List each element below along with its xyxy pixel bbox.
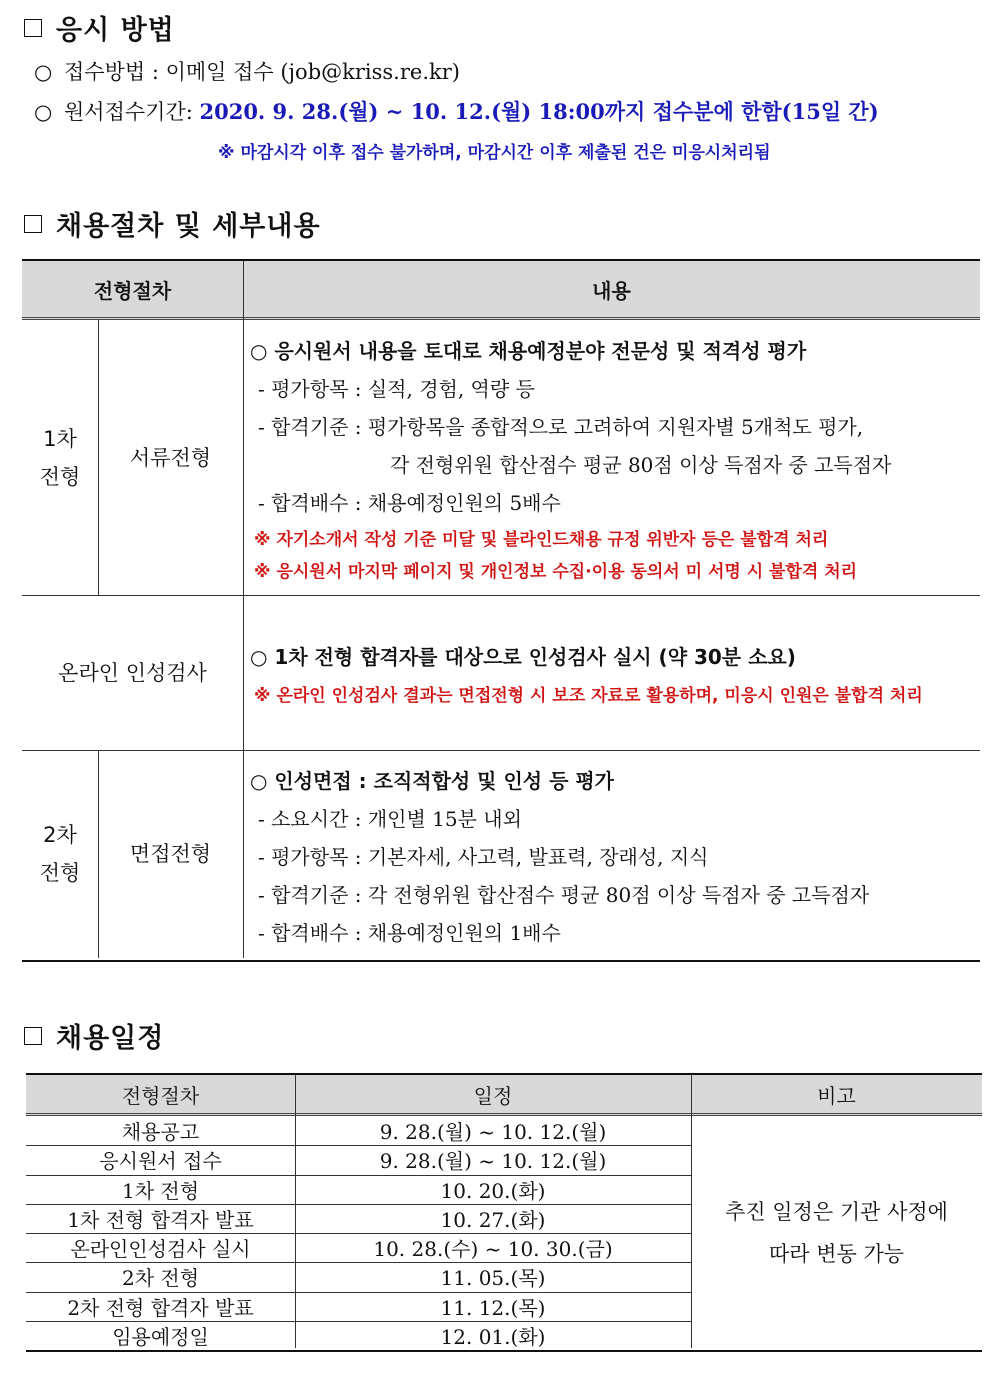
stage1-line: - 합격기준 : 평가항목을 종합적으로 고려하여 지원자별 5개척도 평가, (258, 415, 864, 439)
header-procedure: 전형절차 (93, 278, 172, 303)
schedule-row-step: 채용공고 (121, 1120, 200, 1144)
schedule-row-step: 임용예정일 (112, 1324, 209, 1349)
section-title-text: 응시 방법 (56, 15, 175, 46)
stage2-label-line1: 2차 (43, 823, 77, 847)
stage1-line: - 평가항목 : 실적, 경험, 역량 등 (258, 377, 535, 401)
procedure-table (22, 259, 980, 962)
schedule-row-step: 온라인인성검사 실시 (70, 1237, 251, 1261)
checkbox-square-icon (24, 1027, 42, 1045)
stage2-label-line2: 전형 (39, 861, 81, 885)
schedule-row-step: 응시원서 접수 (99, 1149, 222, 1174)
remark-line1: 추진 일정은 기관 사정에 (725, 1200, 948, 1224)
stage2-line: ○ 인성면접 : 조직적합성 및 인성 등 평가 (250, 769, 614, 793)
schedule-table (26, 1073, 982, 1352)
stage1-note: ※ 자기소개서 작성 기준 미달 및 블라인드채용 규정 위반자 등은 불합격 처리 (254, 530, 829, 550)
checkbox-square-icon (24, 19, 42, 37)
stage1-line: 각 전형위원 합산점수 평균 80점 이상 득점자 중 고득점자 (390, 453, 892, 477)
stage1-name: 서류전형 (129, 445, 212, 470)
stage1-note: ※ 응시원서 마지막 페이지 및 개인정보 수집·이용 동의서 미 서명 시 불합격 처리 (254, 562, 858, 582)
stage1-line: ○ 응시원서 내용을 토대로 채용예정분야 전문성 및 적격성 평가 (250, 339, 807, 363)
stage2-label (22, 750, 98, 958)
schedule-row-step: 1차 전형 합격자 발표 (67, 1207, 254, 1232)
schedule-row-date: 9. 28.(월) ~ 10. 12.(월) (379, 1149, 607, 1174)
stage2-name: 면접전형 (129, 842, 212, 866)
header-step: 전형절차 (121, 1083, 200, 1108)
online-test-name: 온라인 인성검사 (58, 660, 207, 685)
section-title-procedure (24, 204, 321, 243)
schedule-row-step: 1차 전형 (121, 1178, 200, 1203)
application-period-value: 2020. 9. 28.(월) ~ 10. 12.(월) 18:00까지 접수분에 한함(15일 간) (199, 99, 879, 124)
section-title-schedule (24, 1016, 164, 1055)
header-remark: 비고 (817, 1083, 856, 1108)
application-period-line (34, 96, 879, 126)
stage1-line: - 합격배수 : 채용예정인원의 5배수 (258, 491, 561, 515)
schedule-table-header (26, 1075, 982, 1116)
schedule-remark (691, 1116, 982, 1350)
stage2-line: - 합격배수 : 채용예정인원의 1배수 (258, 921, 561, 945)
schedule-row-date: 10. 20.(화) (440, 1178, 546, 1203)
header-content: 내용 (592, 278, 631, 303)
application-period-label: 원서접수기간: (64, 100, 193, 124)
section-title-text: 채용일정 (56, 1023, 165, 1054)
schedule-row-date: 11. 05.(목) (440, 1266, 546, 1291)
section-title-text: 채용절차 및 세부내용 (56, 211, 321, 242)
stage1-label-line2: 전형 (39, 464, 81, 489)
schedule-row-date: 10. 28.(수) ~ 10. 30.(금) (373, 1237, 613, 1261)
online-test-line: ○ 1차 전형 합격자를 대상으로 인성검사 실시 (약 30분 소요) (250, 645, 796, 669)
remark-line2: 따라 변동 가능 (768, 1242, 905, 1266)
schedule-row-step: 2차 전형 (121, 1266, 200, 1291)
online-test-note: ※ 온라인 인성검사 결과는 면접전형 시 보조 자료로 활용하며, 미응시 인원은 불합격 처리 (254, 686, 923, 706)
schedule-row-date: 11. 12.(목) (440, 1295, 546, 1320)
application-method-line (34, 56, 460, 86)
header-date: 일정 (473, 1083, 513, 1108)
schedule-row-date: 12. 01.(화) (440, 1324, 546, 1349)
schedule-row-date: 9. 28.(월) ~ 10. 12.(월) (379, 1120, 607, 1144)
stage1-label (22, 320, 98, 595)
stage1-label-line1: 1차 (43, 426, 77, 451)
section-title-application (24, 8, 175, 47)
procedure-table-header (22, 261, 980, 320)
application-method-text: 접수방법 : 이메일 접수 (job@kriss.re.kr) (64, 60, 460, 84)
stage2-line: - 합격기준 : 각 전형위원 합산점수 평균 80점 이상 득점자 중 고득점자 (258, 883, 870, 907)
checkbox-square-icon (24, 215, 42, 233)
circle-bullet-icon: ○ (34, 60, 53, 84)
schedule-row-step: 2차 전형 합격자 발표 (67, 1295, 254, 1320)
stage2-line: - 평가항목 : 기본자세, 사고력, 발표력, 장래성, 지식 (258, 845, 709, 869)
schedule-row-date: 10. 27.(화) (440, 1207, 546, 1232)
circle-bullet-icon: ○ (34, 100, 53, 124)
deadline-note: ※ 마감시각 이후 접수 불가하며, 마감시간 이후 제출된 건은 미응시처리됨 (218, 143, 771, 163)
stage2-line: - 소요시간 : 개인별 15분 내외 (258, 807, 522, 831)
